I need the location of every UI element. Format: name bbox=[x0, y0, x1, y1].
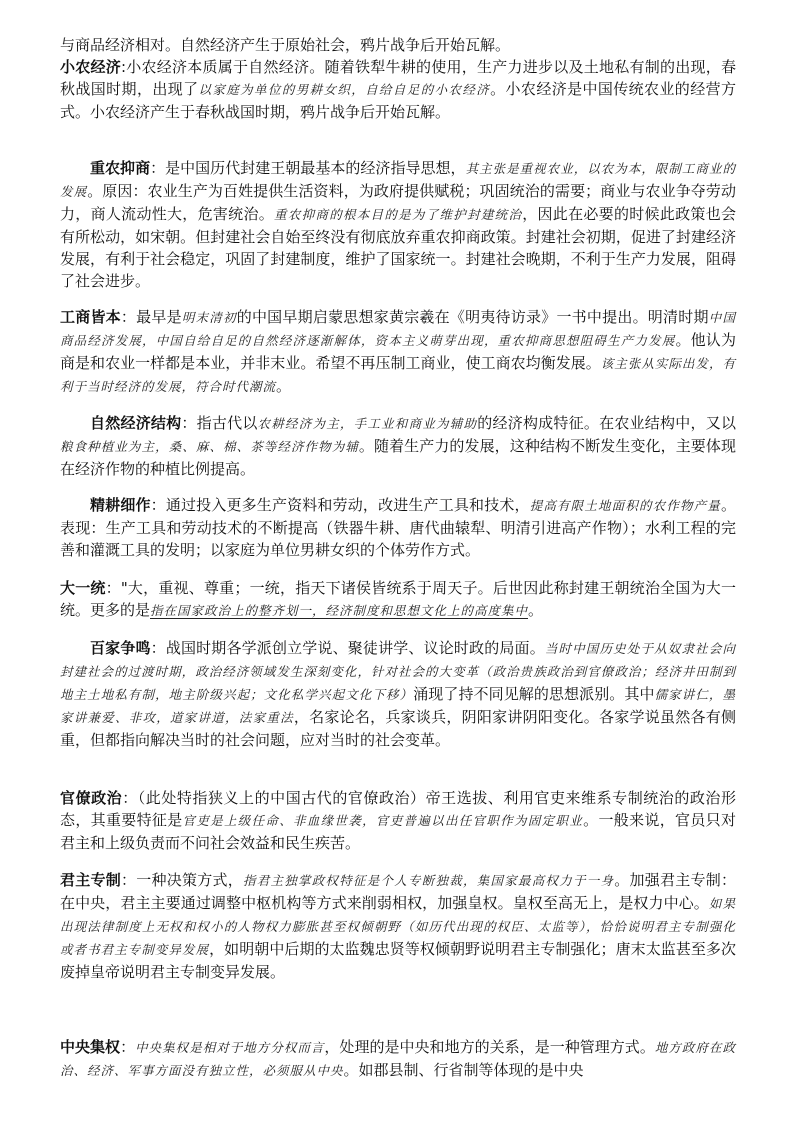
handwritten-annotation: 儒家讲仁，墨家讲兼爱、非攻，道家讲道，法家重法 bbox=[60, 687, 736, 725]
paragraph-centralization bbox=[60, 1036, 736, 1082]
paragraph-natural-economy-end bbox=[60, 34, 736, 56]
paragraph-text: ：战国时期各学派创立学说、聚徒讲学、议论时政的局面。 bbox=[150, 639, 545, 657]
paragraph-emphasize-agriculture bbox=[60, 157, 736, 292]
handwritten-annotation: 重农抑商的根本目的是为了维护封建统治 bbox=[274, 207, 523, 222]
handwritten-annotation: 明末清初 bbox=[181, 310, 237, 325]
paragraph-text: 与商品经济相对。自然经济产生于原始社会，鸦片战争后开始瓦解。 bbox=[60, 36, 511, 54]
paragraph-text: ：最早是 bbox=[120, 308, 182, 326]
paragraph-text: ，处理的是中央和地方的关系，是一种管理方式。 bbox=[324, 1038, 655, 1056]
handwritten-annotation: 以家庭为单位的男耕女织，自给自足的小农经济 bbox=[198, 82, 491, 97]
paragraph-natural-economy-structure bbox=[60, 412, 736, 480]
paragraph-text: 。原因：农业生产为百姓提供生活资料，为政府提供赋税；巩固统治的需要；商业与农业争夺劳动力，商人流动性大，危害统治。 bbox=[60, 182, 736, 223]
paragraph-text: 。一般来说，官员只对君主和上级负责而不问社会效益和民生疾苦。 bbox=[60, 811, 736, 852]
paragraph-text: 涌现了持不同见解的思想派别。其中 bbox=[413, 685, 655, 703]
underlined-annotation: 指在国家政治上的整齐划一，经济制度和思想文化上的高度集中 bbox=[150, 603, 529, 618]
paragraph-text: 。 bbox=[528, 601, 544, 619]
paragraph-text: ，因此在必要的时候此政策也会有所松动，如宋朝。但封建社会自始至终没有彻底放弃重农抑商政策。封建社会初期，促进了封建经济发展，有利于社会稳定，巩固了封建制度，维护了国家统一。封建社会晚期，不利于生产力发展，阻碍了社会进步。 bbox=[60, 205, 736, 290]
handwritten-annotation: 其主张是重视农业，以农为本，限制工商业的发展 bbox=[60, 161, 736, 199]
handwritten-annotation: 粮食种植业为主，桑、麻、棉、茶等经济作物为辅 bbox=[60, 439, 359, 454]
paragraph-hundred-schools bbox=[60, 637, 736, 751]
paragraph-text: 。如郡县制、行省制等体现的是中央 bbox=[343, 1061, 584, 1079]
handwritten-annotation: 指君主独掌政权特征是个人专断独裁，集国家最高权力于一身 bbox=[243, 873, 615, 888]
handwritten-annotation: 中央集权是相对于地方分权而言 bbox=[135, 1040, 325, 1055]
term-heading: 百家争鸣 bbox=[90, 639, 151, 657]
paragraph-text: ："大，重视、尊重；一统，指天下诸侯皆统系于周天子。后世因此称封建王朝统治全国为大一统。更多的是 bbox=[60, 579, 736, 619]
term-heading: 君主专制 bbox=[60, 871, 121, 889]
paragraph-text: 。表现：生产工具和劳动技术的不断提高（铁器牛耕、唐代曲辕犁、明清引进高产作物）；水利工程的完善和灌溉工具的发明；以家庭为单位男耕女织的个体劳作方式。 bbox=[60, 496, 736, 559]
paragraph-text: ：一种决策方式， bbox=[121, 871, 243, 889]
paragraph-small-peasant-economy bbox=[60, 56, 736, 123]
term-heading: 大一统 bbox=[60, 579, 106, 597]
paragraph-bureaucratic-politics bbox=[60, 787, 736, 854]
paragraph-text: 。 bbox=[276, 377, 292, 395]
paragraph-text: ： bbox=[120, 1038, 136, 1056]
paragraph-text: ：通过投入更多生产资料和劳动，改进生产工具和技术， bbox=[150, 496, 530, 514]
term-heading: 精耕细作 bbox=[90, 496, 151, 514]
term-heading: 官僚政治 bbox=[60, 789, 123, 807]
paragraph-text: ，如明朝中后期的太监魏忠贤等权倾朝野说明君主专制强化；唐末太监甚至多次废掉皇帝说明君主专制变异发展。 bbox=[60, 940, 736, 981]
handwritten-annotation: 农耕经济为主，手工业和商业为辅助 bbox=[257, 416, 478, 431]
paragraph-monarchical-autocracy bbox=[60, 869, 736, 983]
paragraph-text: :小农经济本质属于自然经济。随着铁犁牛耕的使用，生产力进步以及土地私有制的出现，春秋战国时期，出现了 bbox=[60, 58, 736, 98]
handwritten-annotation: 地方政府在政治、经济、军事方面没有独立性，必须服从中央 bbox=[60, 1040, 736, 1078]
handwritten-annotation: 该主张从实际出发，有利于当时经济的发展，符合时代潮流 bbox=[60, 356, 736, 394]
handwritten-annotation: 当时中国历史处于从奴隶社会向封建社会的过渡时期，政治经济领域发生深刻变化，针对社会的大变革（政治贵族政治到官僚政治；经济井田制到地主土地私有制，地主阶级兴起；文化私学兴起文化下移） bbox=[60, 641, 736, 702]
handwritten-annotation: 中国商品经济发展，中国自给自足的自然经济逐渐解体，资本主义萌芽出现，重农抑商思想阻碍生产力发展 bbox=[60, 310, 736, 348]
term-heading: 自然经济结构 bbox=[90, 414, 182, 432]
paragraph-text: 。他认为商是和农业一样都是本业，并非末业。希望不再压制工商业，使工商农均衡发展。 bbox=[60, 331, 736, 372]
paragraph-text: 。随着生产力的发展，这种结构不断发生变化，主要体现在经济作物的种植比例提高。 bbox=[60, 437, 736, 478]
paragraph-text: 的中国早期启蒙思想家黄宗羲在《明夷待访录》一书中提出。明清时期 bbox=[236, 308, 709, 326]
term-heading: 中央集权 bbox=[60, 1038, 121, 1056]
paragraph-text: 。加强君主专制：在中央，君主主要通过调整中枢机构等方式来削弱相权，加强皇权。皇权至高无上，是权力中心。 bbox=[60, 871, 736, 912]
handwritten-annotation: 提高有限土地面积的农作物产量 bbox=[529, 498, 721, 513]
paragraph-text: ，名家论名，兵家谈兵，阴阳家讲阴阳变化。各家学说虽然各有侧重，但都指向解决当时的社会问题，应对当时的社会变革。 bbox=[60, 708, 736, 749]
term-heading: 工商皆本 bbox=[60, 308, 121, 326]
handwritten-annotation: 官吏是上级任命、非血缘世袭，官吏普遍以出任官职作为固定职业 bbox=[182, 813, 584, 828]
paragraph-grand-unification bbox=[60, 577, 736, 622]
paragraph-industry-commerce bbox=[60, 306, 736, 398]
paragraph-text: ：是中国历代封建王朝最基本的经济指导思想， bbox=[150, 159, 466, 177]
paragraph-text: ：（此处特指狭义上的中国古代的官僚政治）帝王选拔、利用官吏来维系专制统治的政治形态，其重要特征是 bbox=[60, 789, 736, 829]
handwritten-annotation: 如果出现法律制度上无权和权小的人物权力膨胀甚至权倾朝野（如历代出现的权臣、太监等），恰恰说明君主专制强化或者书君主专制变异发展 bbox=[60, 896, 736, 957]
term-heading: 重农抑商 bbox=[90, 159, 151, 177]
paragraph-text: 。小农经济是中国传统农业的经营方式。小农经济产生于春秋战国时期，鸦片战争后开始瓦解。 bbox=[60, 80, 736, 121]
paragraph-intensive-farming bbox=[60, 494, 736, 561]
paragraph-text: 的经济构成特征。在农业结构中，又以 bbox=[477, 414, 736, 432]
term-heading: 小农经济 bbox=[60, 58, 121, 76]
paragraph-text: ：指古代以 bbox=[181, 414, 258, 432]
